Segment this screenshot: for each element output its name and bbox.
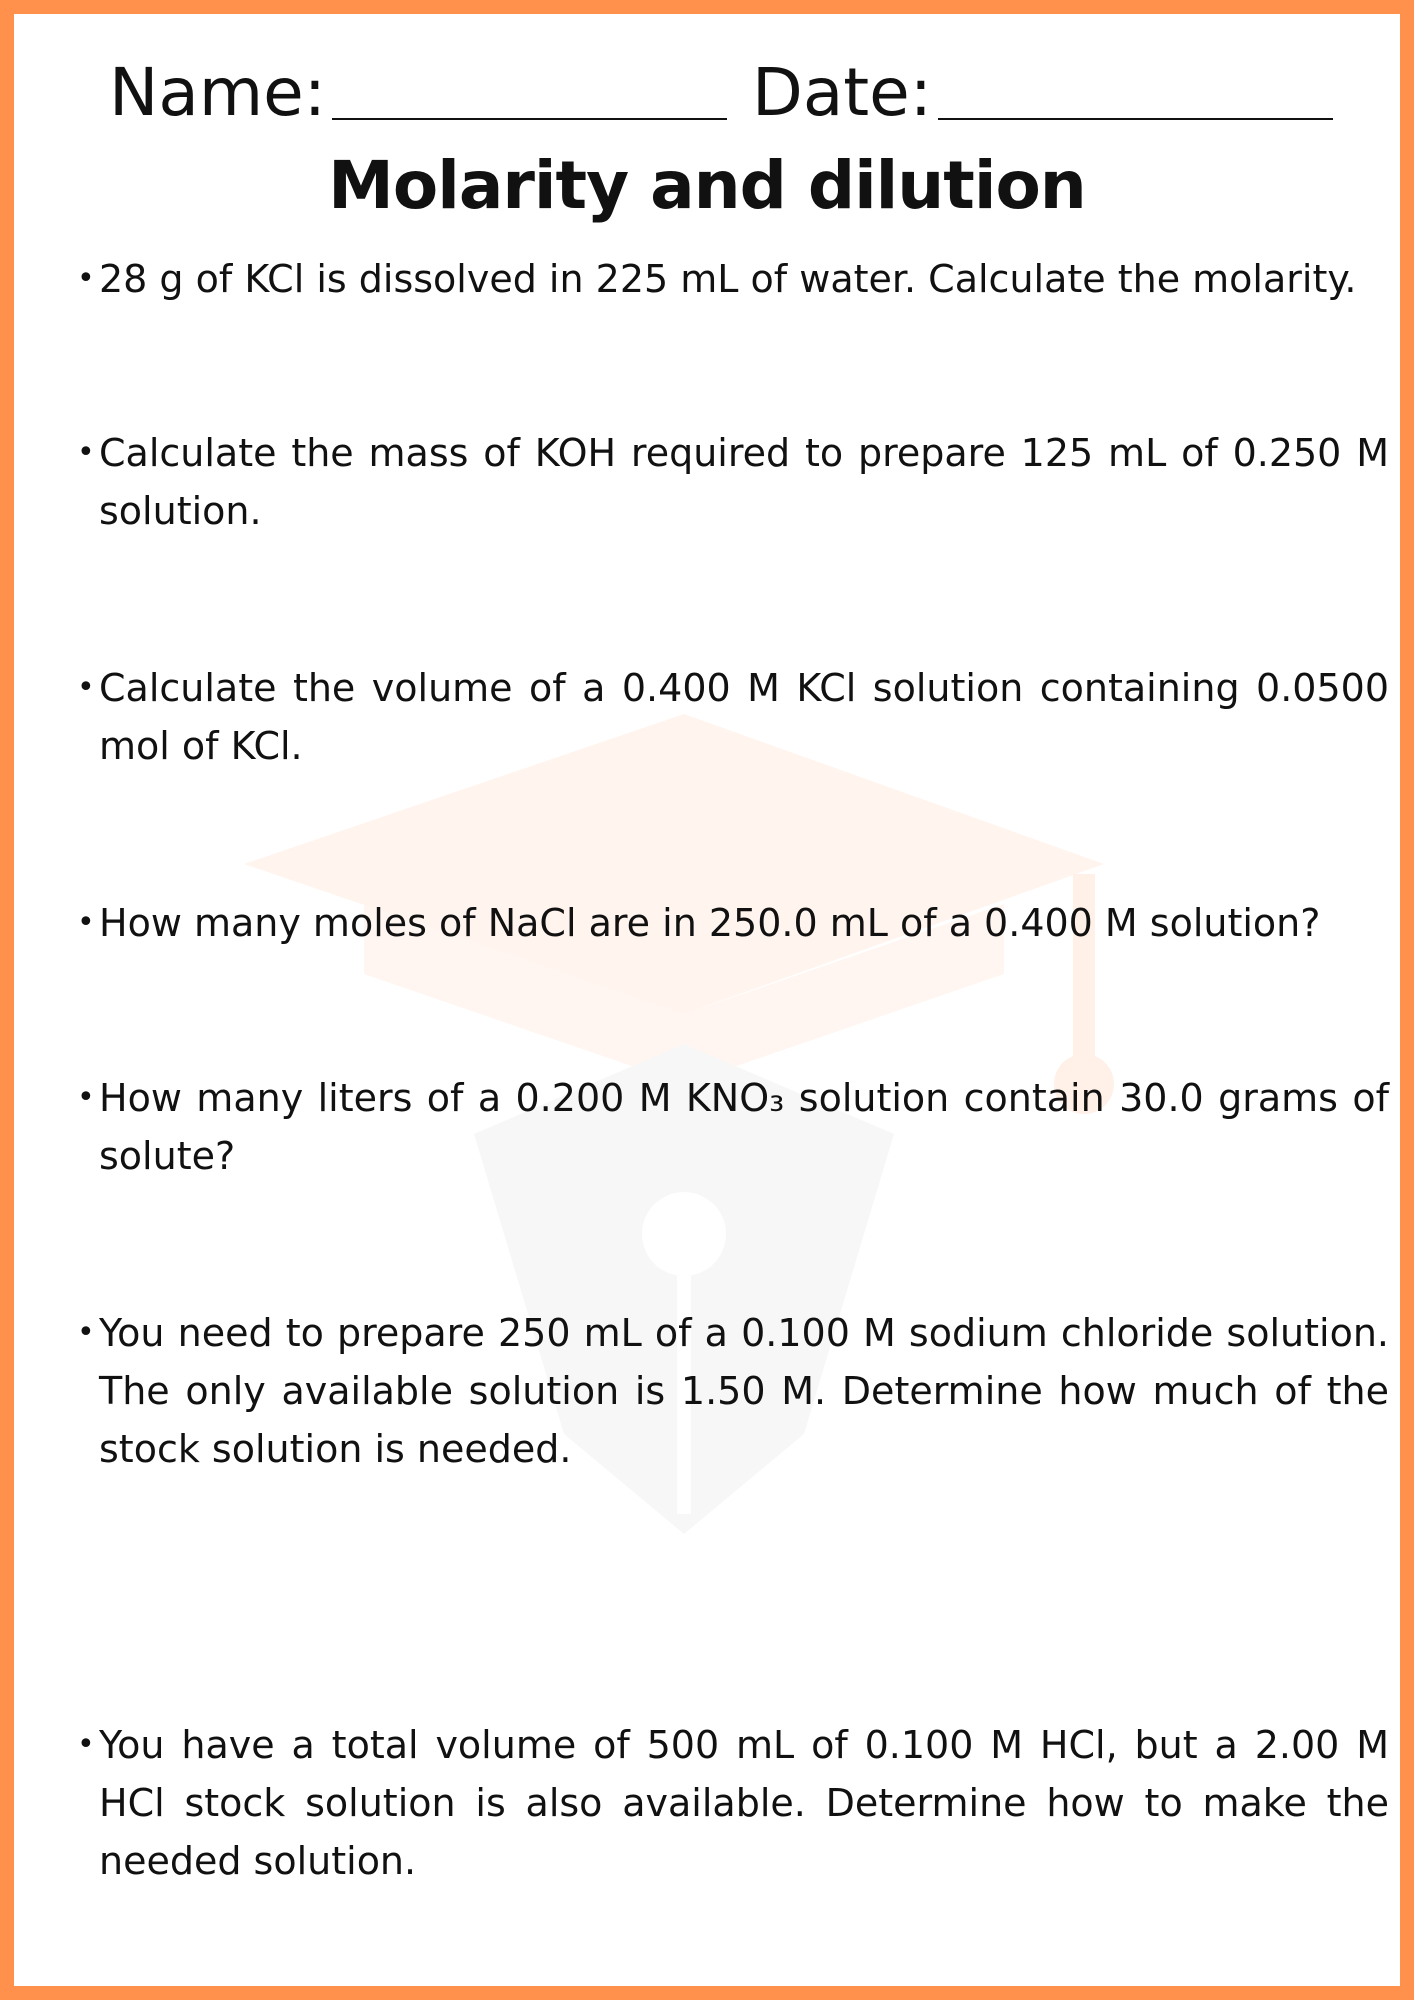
- question-item: [77, 1304, 1389, 1478]
- question-text: 28 g of KCl is dissolved in 225 mL of water. Calculate the molarity.: [99, 257, 1357, 301]
- question-text: How many liters of a 0.200 M KNO₃ solution contain 30.0 grams of solute?: [99, 1076, 1389, 1178]
- name-blank-line[interactable]: [332, 118, 727, 120]
- date-label: Date:: [752, 54, 932, 131]
- bullet-dot: •: [77, 261, 95, 296]
- question-text: You need to prepare 250 mL of a 0.100 M sodium chloride solution. The only available solution is 1.50 M. Determine how much of the stock solution is needed.: [99, 1311, 1389, 1471]
- question-item: [77, 250, 1389, 308]
- worksheet-title: Molarity and dilution: [328, 147, 1086, 224]
- question-item: [77, 659, 1389, 775]
- name-label: Name:: [109, 54, 326, 131]
- question-item: [77, 894, 1389, 952]
- question-item: [77, 424, 1389, 540]
- question-item: [77, 1069, 1389, 1185]
- question-text: Calculate the volume of a 0.400 M KCl solution containing 0.0500 mol of KCl.: [99, 666, 1389, 768]
- bullet-dot: •: [77, 670, 95, 705]
- question-text: Calculate the mass of KOH required to prepare 125 mL of 0.250 M solution.: [99, 431, 1389, 533]
- bullet-dot: •: [77, 1315, 95, 1350]
- bullet-dot: •: [77, 1080, 95, 1115]
- date-blank-line[interactable]: [938, 118, 1333, 120]
- question-item: [77, 1716, 1389, 1890]
- question-text: How many moles of NaCl are in 250.0 mL of a 0.400 M solution?: [99, 901, 1321, 945]
- question-text: You have a total volume of 500 mL of 0.100 M HCl, but a 2.00 M HCl stock solution is also available. Determine how to make the needed solution.: [99, 1723, 1389, 1883]
- bullet-dot: •: [77, 1727, 95, 1762]
- bullet-dot: •: [77, 905, 95, 940]
- bullet-dot: •: [77, 435, 95, 470]
